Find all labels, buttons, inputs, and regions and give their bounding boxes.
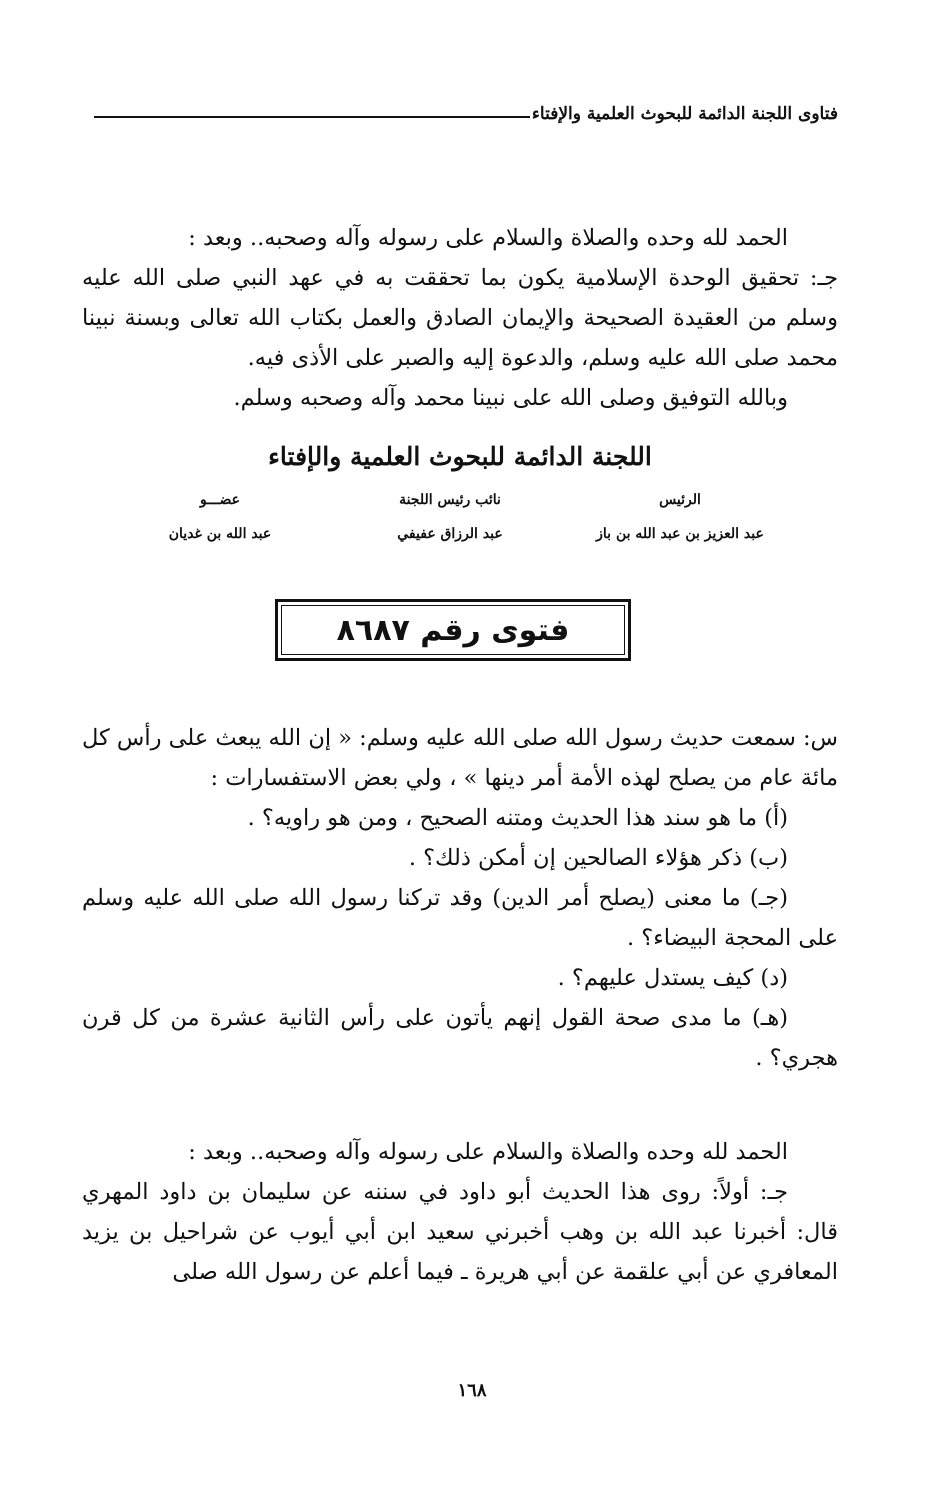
signer-name: عبد الرزاق عفيفي (397, 526, 503, 542)
signer-member (110, 492, 330, 542)
signer-name: عبد الله بن غديان (168, 526, 272, 542)
signers (110, 492, 790, 542)
question-item-b: (ب) ذكر هؤلاء الصالحين إن أمكن ذلك؟ . (408, 845, 788, 871)
page-number: ١٦٨ (457, 1380, 487, 1401)
signer-name: عبد العزيز بن عبد الله بن باز (596, 526, 764, 542)
intro-closing: وبالله التوفيق وصلى الله على نبينا محمد وآله وصحبه وسلم. (233, 385, 788, 411)
answer-section (82, 1132, 838, 1292)
answer-hamd: الحمد لله وحده والصلاة والسلام على رسوله وآله وصحبه.. وبعد : (188, 1139, 788, 1165)
committee-name: اللجنة الدائمة للبحوث العلمية والإفتاء (268, 442, 652, 471)
signer-role: الرئيس (659, 492, 701, 508)
question-intro: س: سمعت حديث رسول الله صلى الله عليه وسلم: « إن الله يبعث على رأس كل مائة عام من يصلح لهذه الأمة أمر دينها » ، ولي بعض الاستفسارات : (81, 725, 838, 791)
signer-role: نائب رئيس اللجنة (399, 492, 501, 508)
signer-chairman (570, 492, 790, 542)
signer-role: عضـــو (199, 492, 241, 508)
running-header (94, 104, 838, 124)
intro-section (82, 218, 838, 418)
question-item-a: (أ) ما هو سند هذا الحديث ومتنه الصحيح ، ومن هو راويه؟ . (247, 805, 788, 831)
header-rule (94, 116, 530, 118)
fatwa-title-box (275, 599, 631, 661)
question-section (82, 718, 838, 1078)
running-title: فتاوى اللجنة الدائمة للبحوث العلمية والإفتاء (531, 104, 838, 124)
intro-hamd: الحمد لله وحده والصلاة والسلام على رسوله وآله وصحبه.. وبعد : (188, 225, 788, 251)
question-item-d: (د) كيف يستدل عليهم؟ . (557, 965, 788, 991)
answer-text: جـ: أولاً: روى هذا الحديث أبو داود في سننه عن سليمان بن داود المهري قال: أخبرنا عبد الله بن وهب أخبرني سعيد ابن أبي أيوب عن شراحيل بن يزيد المعافري عن أبي علقمة عن أبي هريرة ـ فيما أعلم عن رسول الله صلى (82, 1179, 838, 1285)
signer-vice-chairman (340, 492, 560, 542)
question-item-c: (جـ) ما معنى (يصلح أمر الدين) وقد تركنا رسول الله صلى الله عليه وسلم على المحجة البيضاء؟ . (82, 885, 838, 951)
question-item-e: (هـ) ما مدى صحة القول إنهم يأتون على رأس الثانية عشرة من كل قرن هجري؟ . (82, 1005, 838, 1071)
intro-answer: جـ: تحقيق الوحدة الإسلامية يكون بما تحققت به في عهد النبي صلى الله عليه وسلم من العقيدة الصحيحة والإيمان الصادق والعمل بكتاب الله تعالى وبسنة نبينا محمد صلى الله عليه وسلم، والدعوة إليه والصبر على الأذى فيه. (82, 265, 838, 371)
fatwa-title: فتوى رقم ٨٦٨٧ (336, 612, 570, 648)
